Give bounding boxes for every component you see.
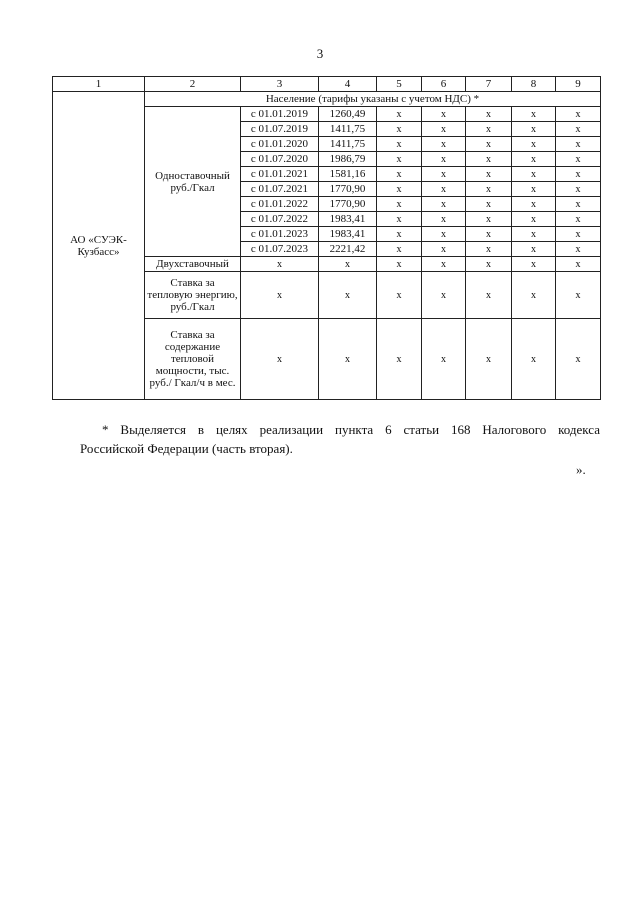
x-mark: x (556, 212, 601, 227)
tariff-value: 1983,41 (319, 212, 377, 227)
x-mark: x (377, 122, 422, 137)
column-number: 3 (241, 77, 319, 92)
x-mark: x (422, 107, 466, 122)
x-mark: x (466, 257, 512, 272)
column-number: 5 (377, 77, 422, 92)
x-mark: x (377, 182, 422, 197)
x-mark: x (377, 152, 422, 167)
x-mark: x (422, 242, 466, 257)
energy-rate-label: Ставка за тепловую энергию, руб./Гкал (145, 272, 241, 319)
tariff-value: 1581,16 (319, 167, 377, 182)
x-mark: x (377, 319, 422, 400)
x-mark: x (556, 122, 601, 137)
tariff-value: 1411,75 (319, 137, 377, 152)
x-mark: x (556, 227, 601, 242)
x-mark: x (422, 122, 466, 137)
period-date: с 01.07.2019 (241, 122, 319, 137)
period-date: с 01.01.2022 (241, 197, 319, 212)
x-mark: x (556, 152, 601, 167)
period-date: с 01.07.2020 (241, 152, 319, 167)
page-number: 3 (316, 46, 324, 61)
x-mark: x (241, 257, 319, 272)
single-rate-label: Одноставочный руб./Гкал (145, 107, 241, 257)
x-mark: x (556, 242, 601, 257)
x-mark: x (241, 319, 319, 400)
column-number: 8 (512, 77, 556, 92)
x-mark: x (556, 257, 601, 272)
x-mark: x (466, 107, 512, 122)
x-mark: x (319, 272, 377, 319)
x-mark: x (466, 242, 512, 257)
x-mark: x (466, 122, 512, 137)
x-mark: x (377, 257, 422, 272)
tariff-value: 1260,49 (319, 107, 377, 122)
x-mark: x (556, 137, 601, 152)
period-date: с 01.01.2019 (241, 107, 319, 122)
x-mark: x (422, 257, 466, 272)
column-number: 2 (145, 77, 241, 92)
period-date: с 01.01.2020 (241, 137, 319, 152)
x-mark: x (512, 107, 556, 122)
x-mark: x (466, 212, 512, 227)
tariff-value: 1411,75 (319, 122, 377, 137)
x-mark: x (556, 107, 601, 122)
x-mark: x (512, 227, 556, 242)
tariff-table (52, 76, 601, 400)
x-mark: x (319, 319, 377, 400)
footnote-line-1: * Выделяется в целях реализации пункта 6 статьи 168 Налогового кодекса (102, 422, 600, 437)
x-mark: x (512, 182, 556, 197)
x-mark: x (512, 167, 556, 182)
x-mark: x (466, 167, 512, 182)
x-mark: x (466, 197, 512, 212)
capacity-rate-label: Ставка за содержание тепловой мощности, тыс. руб./ Гкал/ч в мес. (145, 319, 241, 400)
x-mark: x (556, 272, 601, 319)
x-mark: x (422, 137, 466, 152)
x-mark: x (512, 212, 556, 227)
tariff-value: 1770,90 (319, 197, 377, 212)
column-number: 7 (466, 77, 512, 92)
x-mark: x (466, 227, 512, 242)
x-mark: x (377, 167, 422, 182)
tariff-value: 1983,41 (319, 227, 377, 242)
x-mark: x (422, 319, 466, 400)
tariff-value: 2221,42 (319, 242, 377, 257)
period-date: с 01.01.2023 (241, 227, 319, 242)
x-mark: x (512, 197, 556, 212)
x-mark: x (422, 182, 466, 197)
period-date: с 01.07.2021 (241, 182, 319, 197)
column-number: 1 (53, 77, 145, 92)
footnote-line-2: Российской Федерации (часть вторая). (80, 441, 293, 456)
x-mark: x (466, 319, 512, 400)
x-mark: x (512, 122, 556, 137)
footnote (80, 420, 600, 458)
x-mark: x (377, 227, 422, 242)
x-mark: x (422, 152, 466, 167)
period-date: с 01.07.2023 (241, 242, 319, 257)
x-mark: x (512, 272, 556, 319)
x-mark: x (512, 137, 556, 152)
x-mark: x (422, 227, 466, 242)
period-date: с 01.01.2021 (241, 167, 319, 182)
x-mark: x (377, 137, 422, 152)
x-mark: x (422, 212, 466, 227)
x-mark: x (556, 319, 601, 400)
section-header-row (53, 92, 601, 107)
x-mark: x (556, 167, 601, 182)
x-mark: x (556, 182, 601, 197)
x-mark: x (556, 197, 601, 212)
organization-cell: АО «СУЭК-Кузбасс» (53, 92, 145, 400)
x-mark: x (422, 272, 466, 319)
tariff-value: 1986,79 (319, 152, 377, 167)
x-mark: x (377, 242, 422, 257)
x-mark: x (466, 272, 512, 319)
section-header: Население (тарифы указаны с учетом НДС) * (145, 92, 601, 107)
x-mark: x (377, 107, 422, 122)
x-mark: x (377, 272, 422, 319)
x-mark: x (319, 257, 377, 272)
x-mark: x (512, 152, 556, 167)
closing-mark: ». (576, 462, 586, 477)
x-mark: x (422, 197, 466, 212)
x-mark: x (466, 152, 512, 167)
x-mark: x (466, 137, 512, 152)
two-rate-label: Двухставочный (145, 257, 241, 272)
x-mark: x (512, 257, 556, 272)
column-number-row (53, 77, 601, 92)
x-mark: x (512, 319, 556, 400)
period-date: с 01.07.2022 (241, 212, 319, 227)
x-mark: x (377, 212, 422, 227)
x-mark: x (377, 197, 422, 212)
x-mark: x (241, 272, 319, 319)
x-mark: x (466, 182, 512, 197)
column-number: 4 (319, 77, 377, 92)
column-number: 6 (422, 77, 466, 92)
x-mark: x (512, 242, 556, 257)
x-mark: x (422, 167, 466, 182)
tariff-value: 1770,90 (319, 182, 377, 197)
column-number: 9 (556, 77, 601, 92)
